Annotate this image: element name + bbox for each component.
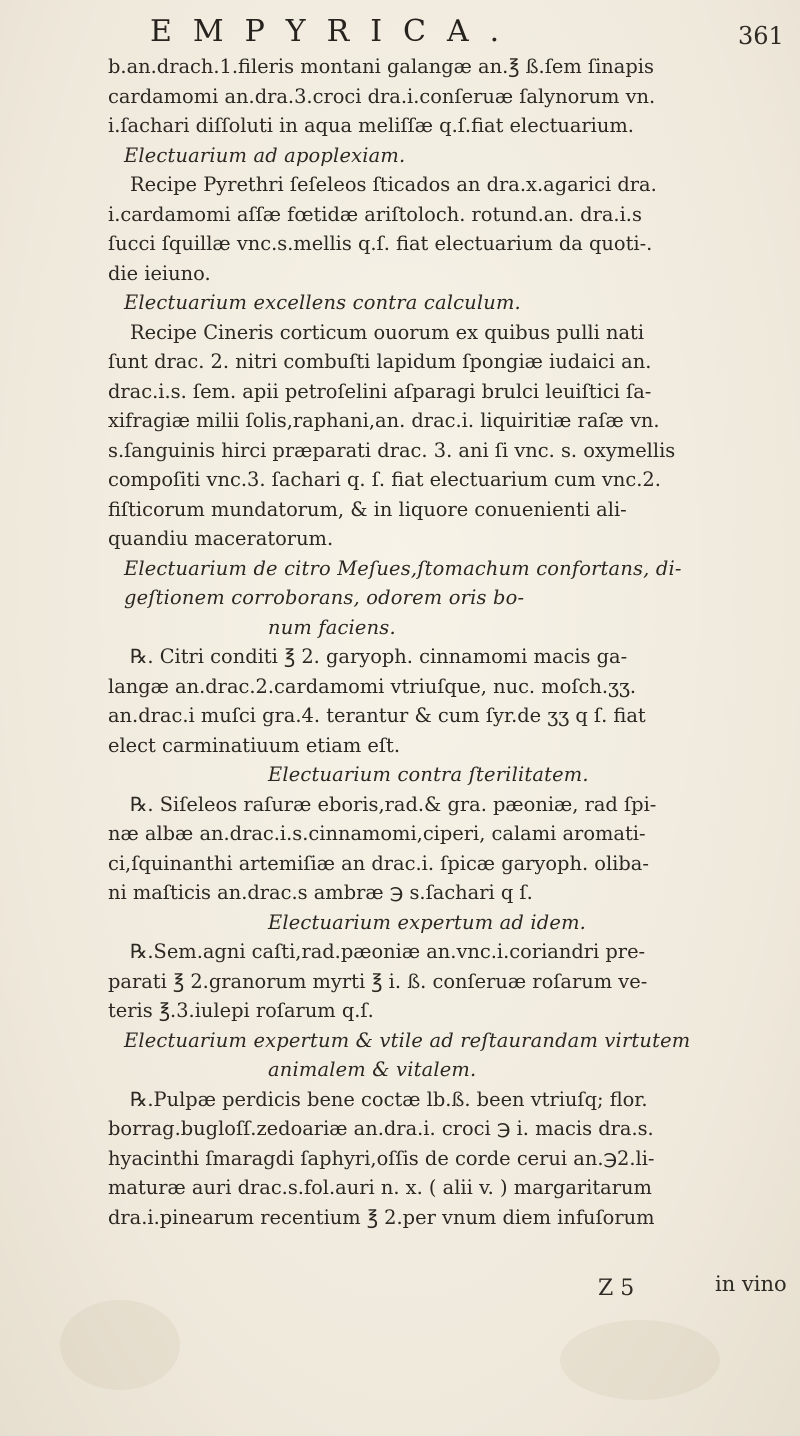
signature-mark: Z 5 bbox=[598, 1276, 635, 1301]
recipe-line: ℞.Pulpæ perdicis bene coctæ lb.ß. been vtriuſq; flor. bbox=[130, 1087, 648, 1111]
text-line: i.ſachari diſſoluti in aqua meliſſæ q.ſ.fiat electuarium. bbox=[108, 114, 634, 137]
paper-stain bbox=[560, 1320, 720, 1400]
section-heading: Electuarium contra ſterilitatem. bbox=[268, 763, 589, 786]
paper-stain bbox=[60, 1300, 180, 1390]
text-line: quandiu maceratorum. bbox=[108, 527, 334, 550]
text-line: an.drac.i muſci gra.4. terantur & cum ſyr.de ʒʒ q ſ. fiat bbox=[108, 704, 646, 727]
text-line: borrag.bugloſſ.zedoariæ an.dra.i. croci ℈ i. macis dra.s. bbox=[108, 1117, 654, 1140]
section-heading: Electuarium expertum & vtile ad reſtaurandam virtutem bbox=[124, 1028, 691, 1052]
body-text bbox=[108, 52, 778, 1232]
text-line: i.cardamomi aſſæ fœtidæ ariſtoloch. rotund.an. dra.i.s bbox=[108, 202, 642, 226]
text-line: drac.i.s. ſem. apii petroſelini aſparagi brulci leuiſtici ſa- bbox=[108, 379, 652, 403]
section-heading: Electuarium excellens contra calculum. bbox=[124, 291, 521, 314]
recipe-line: ℞. Siſeleos raſuræ eboris,rad.& gra. pæoniæ, rad ſpi- bbox=[130, 792, 657, 816]
text-line: langæ an.drac.2.cardamomi vtriuſque, nuc. moſch.ʒʒ. bbox=[108, 674, 637, 698]
text-line: maturæ auri drac.s.fol.auri n. x. ( alii v. ) margaritarum bbox=[108, 1176, 652, 1199]
text-line: s.ſanguinis hirci præparati drac. 3. ani ſi vnc. s. oxymellis bbox=[108, 438, 676, 462]
text-line: elect carminatiuum etiam eſt. bbox=[108, 733, 401, 757]
section-heading: geſtionem corroborans, odorem oris bo- bbox=[124, 586, 525, 609]
text-line: b.an.drach.1.fileris montani galangæ an.℥ ß.ſem ſinapis bbox=[108, 55, 654, 78]
text-line: næ albæ an.drac.i.s.cinnamomi,ciperi, calami aromati- bbox=[108, 822, 646, 845]
recipe-line: ℞. Citri conditi ℥ 2. garyoph. cinnamomi macis ga- bbox=[130, 645, 628, 668]
text-line: parati ℥ 2.granorum myrti ℥ i. ß. conſeruæ roſarum ve- bbox=[108, 969, 648, 993]
recipe-line: Recipe Cineris corticum ouorum ex quibus pulli nati bbox=[130, 320, 645, 344]
text-line: ſunt drac. 2. nitri combuſti lapidum ſpongiæ iudaici an. bbox=[108, 350, 652, 373]
text-line: ni maſticis an.drac.s ambræ ℈ s.ſachari q ſ. bbox=[108, 881, 533, 904]
text-line: teris ℥.3.iulepi roſarum q.ſ. bbox=[108, 999, 374, 1022]
running-head: EMPYRICA. bbox=[150, 14, 521, 49]
recipe-line: Recipe Pyrethri ſeſeleos ſticados an dra.x.agarici dra. bbox=[130, 173, 657, 196]
text-line: fiſticorum mundatorum, & in liquore conuenienti ali- bbox=[108, 497, 627, 521]
section-heading: Electuarium de citro Meſues,ſtomachum confortans, di- bbox=[124, 556, 682, 580]
section-heading: Electuarium ad apoplexiam. bbox=[124, 143, 406, 167]
section-heading: Electuarium expertum ad idem. bbox=[268, 910, 587, 934]
catchword: in vino bbox=[715, 1272, 787, 1296]
text-line: hyacinthi ſmaragdi ſaphyri,oſſis de corde cerui an.℈2.li- bbox=[108, 1146, 655, 1170]
page-number: 361 bbox=[738, 22, 784, 50]
text-line: cardamomi an.dra.3.croci dra.i.conſeruæ ſalynorum vn. bbox=[108, 84, 656, 108]
text-line: dra.i.pinearum recentium ℥ 2.per vnum diem infuſorum bbox=[108, 1205, 655, 1229]
recipe-line: ℞.Sem.agni caſti,rad.pæoniæ an.vnc.i.coriandri pre- bbox=[130, 940, 646, 963]
page-header bbox=[0, 10, 800, 54]
text-line: xifragiæ milii ſolis,raphani,an. drac.i. liquiritiæ raſæ vn. bbox=[108, 409, 660, 432]
text-line: compoſiti vnc.3. ſachari q. ſ. fiat electuarium cum vnc.2. bbox=[108, 468, 661, 491]
section-heading: num faciens. bbox=[268, 615, 396, 639]
text-line: die ieiuno. bbox=[108, 261, 211, 285]
section-heading: animalem & vitalem. bbox=[268, 1058, 477, 1081]
text-line: ſucci ſquillæ vnc.s.mellis q.ſ. fiat electuarium da quoti-. bbox=[108, 232, 653, 255]
text-line: ci,ſquinanthi artemiſiæ an drac.i. ſpicæ garyoph. oliba- bbox=[108, 851, 649, 875]
